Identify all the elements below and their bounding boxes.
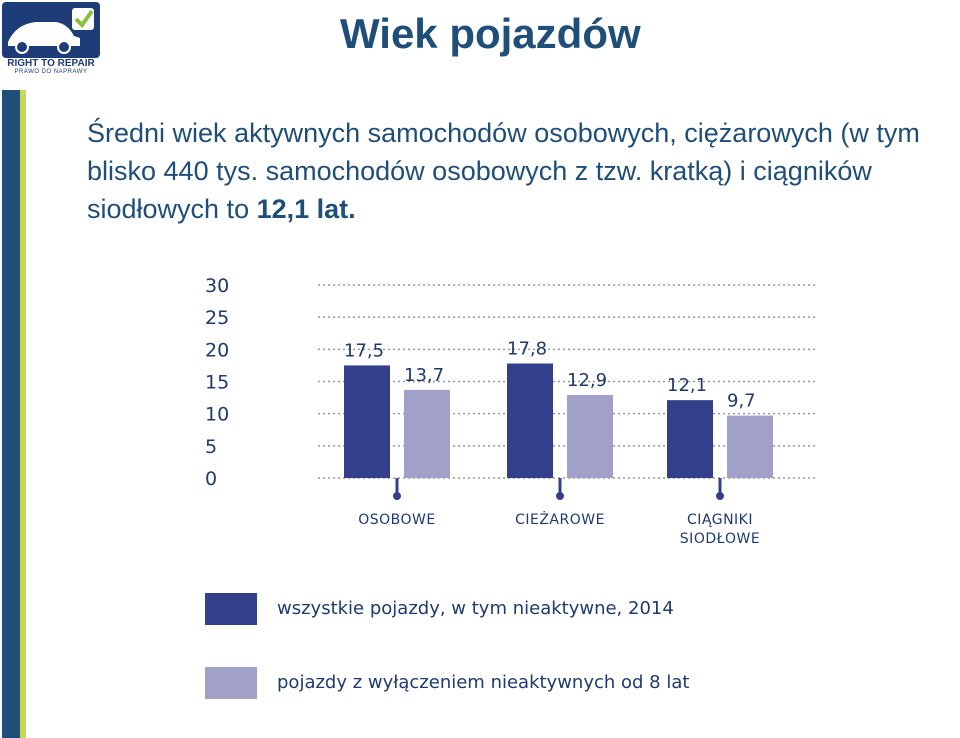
legend-swatch (205, 593, 257, 625)
category-label: OSOBOWE (358, 512, 436, 528)
description-text: Średni wiek aktywnych samochodów osobowych, ciężarowych (w tym blisko 440 tys. samochodów osobowych z tzw. kratką) i ciągników siodłowych to (87, 118, 920, 224)
y-tick-label: 10 (205, 403, 230, 426)
y-tick-label: 5 (205, 435, 218, 458)
bar (567, 395, 613, 478)
y-tick-label: 0 (205, 468, 218, 490)
description-highlight: 12,1 lat. (256, 194, 356, 224)
bar (727, 416, 773, 478)
y-tick-label: 20 (205, 339, 230, 362)
category-label: CIEŻAROWE (515, 512, 605, 528)
bar (507, 363, 553, 478)
page-title: Wiek pojazdów (340, 10, 641, 57)
bar (667, 400, 713, 478)
data-label: 17,8 (507, 338, 548, 360)
category-marker (716, 492, 724, 500)
bar (404, 390, 450, 478)
data-label: 12,9 (567, 370, 608, 392)
legend-label: wszystkie pojazdy, w tym nieaktywne, 2014 (277, 598, 674, 619)
category-label: CIĄGNIKI (687, 512, 753, 528)
y-tick-label: 30 (205, 275, 230, 297)
category-marker (556, 492, 564, 500)
legend-swatch (205, 667, 257, 699)
logo-subtitle: PRAWO DO NAPRAWY (14, 69, 88, 75)
legend-label: pojazdy z wyłączeniem nieaktywnych od 8 lat (277, 672, 690, 693)
data-label: 13,7 (404, 364, 445, 386)
y-tick-label: 25 (205, 307, 230, 330)
data-label: 17,5 (344, 340, 385, 362)
category-marker (393, 492, 401, 500)
category-label: SIODŁOWE (679, 531, 761, 547)
data-label: 9,7 (727, 390, 756, 412)
logo-name: RIGHT TO REPAIR (7, 58, 95, 69)
data-label: 12,1 (667, 375, 708, 397)
y-tick-label: 15 (205, 371, 230, 394)
bar (344, 365, 390, 478)
